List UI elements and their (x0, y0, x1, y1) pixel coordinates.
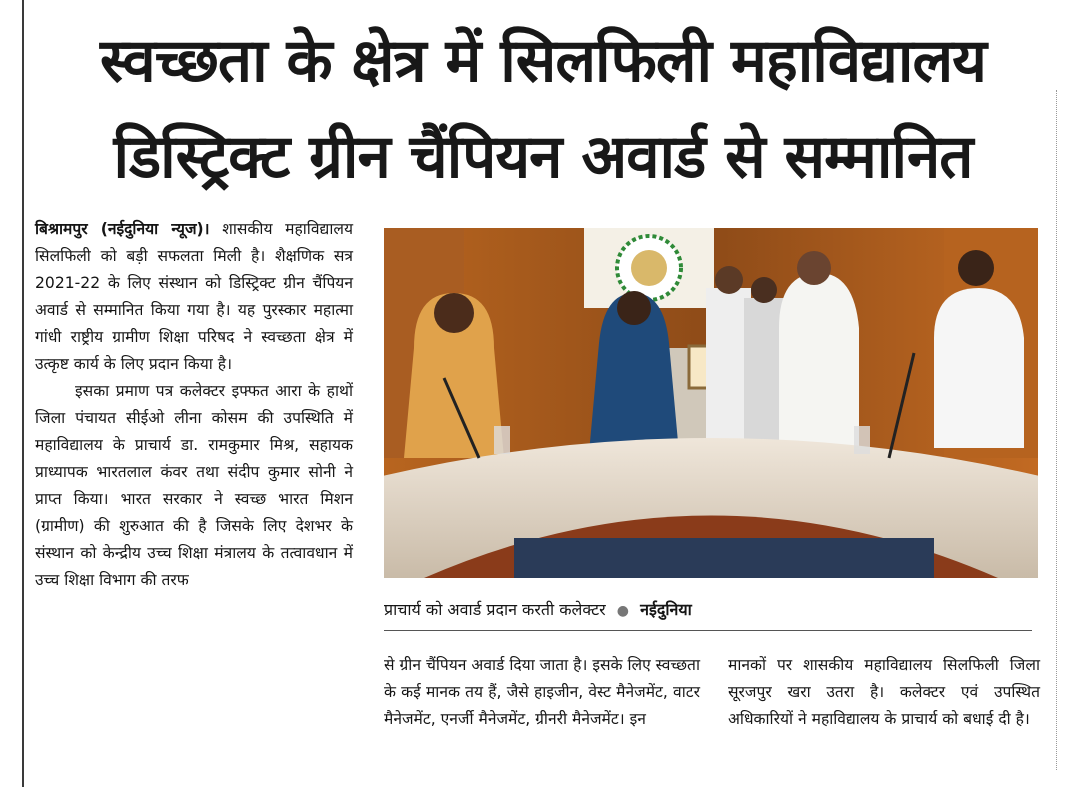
article-column-2 (384, 652, 700, 733)
article-paragraph-2: इसका प्रमाण पत्र कलेक्टर इफ्फत आरा के हाथों जिला पंचायत सीईओ लीना कोसम की उपस्थिति में महाविद्यालय के प्राचार्य डा. रामकुमार मिश्र, सहायक प्राध्यापक भारतलाल कंवर तथा संदीप कुमार सोनी ने प्राप्त किया। भारत सरकार ने स्वच्छ भारत मिशन (ग्रामीण) की शुरुआत की है जिसके लिए देशभर के संस्थान को केन्द्रीय उच्च शिक्षा मंत्रालय के तत्वावधान में उच्च शिक्षा विभाग की तरफ (35, 382, 353, 589)
photo-caption (384, 596, 1032, 631)
column-2-text: से ग्रीन चैंपियन अवार्ड दिया जाता है। इसके लिए स्वच्छता के कई मानक तय हैं, जैसे हाइजीन, वेस्ट मैनेजमेंट, वाटर मैनेजमेंट, एनर्जी मैनेजमेंट, ग्रीनरी मैनेजमेंट। इन (384, 656, 700, 728)
dateline: बिश्रामपुर (नईदुनिया न्यूज)। (35, 220, 210, 238)
photo-credit: नईदुनिया (640, 600, 692, 619)
paragraph-1-text: शासकीय महाविद्यालय सिलफिली को बड़ी सफलता मिली है। शैक्षणिक सत्र 2021-22 के लिए संस्थान को डिस्ट्रिक्ट ग्रीन चैंपियन अवार्ड से सम्मानित किया गया है। यह पुरस्कार महात्मा गांधी राष्ट्रीय ग्रामीण शिक्षा परिषद ने स्वच्छता क्षेत्र में उत्कृष्ट कार्य के लिए प्रदान किया है। (35, 220, 353, 373)
headline-line-1: स्वच्छता के क्षेत्र में सिलफिली महाविद्यालय (100, 26, 986, 96)
article-column-1 (35, 216, 353, 594)
award-ceremony-image (384, 228, 1038, 578)
article-paragraph-1 (35, 216, 353, 378)
caption-separator: ● (616, 603, 630, 619)
column-rule-left (22, 0, 24, 787)
news-photo (384, 228, 1038, 578)
column-rule-right (1056, 90, 1058, 770)
article-column-3 (728, 652, 1040, 733)
column-3-text: मानकों पर शासकीय महाविद्यालय सिलफिली जिला सूरजपुर खरा उतरा है। कलेक्टर एवं उपस्थित अधिकारियों ने महाविद्यालय के प्राचार्य को बधाई दी है। (728, 656, 1040, 728)
headline-line-2: डिस्ट्रिक्ट ग्रीन चैंपियन अवार्ड से सम्मानित (113, 122, 973, 192)
caption-text: प्राचार्य को अवार्ड प्रदान करती कलेक्टर (384, 600, 606, 619)
